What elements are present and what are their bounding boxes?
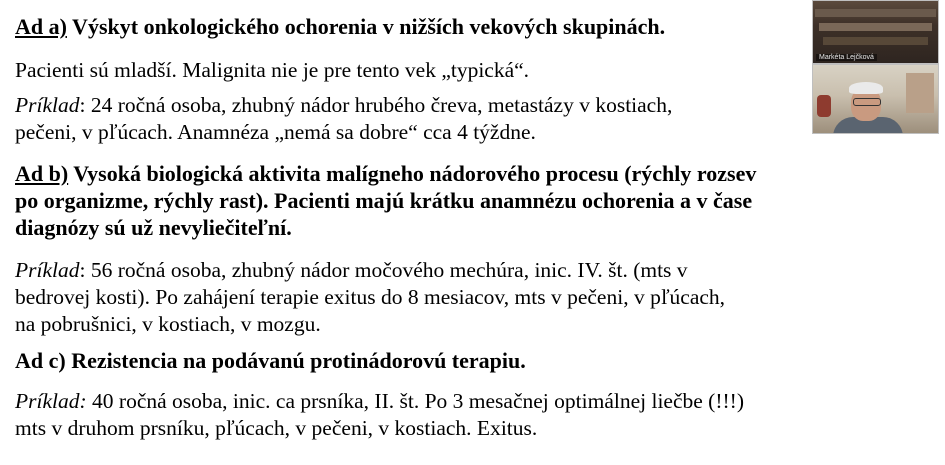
section-b-example-text1: : 56 ročná osoba, zhubný nádor močového mechúra, inic. IV. št. (mts v	[79, 258, 688, 282]
section-b-heading-text1: Vysoká biologická aktivita malígneho nádorového procesu (rýchly rozsev	[68, 161, 757, 186]
section-c-heading: Ad c) Rezistencia na podávanú protinádorovú terapiu.	[15, 348, 526, 373]
classroom-row-1	[815, 9, 936, 17]
section-b-heading-line1	[15, 161, 756, 187]
section-c-example-label: Príklad:	[15, 389, 87, 413]
section-a-example-line1	[15, 92, 672, 118]
section-a-label: Ad a)	[15, 14, 67, 39]
section-b-label: Ad b)	[15, 161, 69, 186]
speaker-glasses	[853, 98, 881, 106]
section-b-heading-line2: po organizme, rýchly rast). Pacienti majú krátku anamnézu ochorenia a v čase	[15, 188, 753, 213]
section-a-example-label: Príklad	[15, 93, 80, 117]
speaker-hair	[849, 82, 883, 94]
section-a-intro: Pacienti sú mladší. Malignita nie je pre tento vek „typická“.	[15, 58, 530, 82]
section-b-example-label: Príklad	[15, 258, 80, 282]
classroom-row-2	[819, 23, 932, 31]
section-b-example-line3: na pobrušnici, v kostiach, v mozgu.	[15, 312, 321, 336]
background-plant	[817, 95, 831, 117]
section-c-example-line2: mts v druhom prsníku, pľúcach, v pečeni, v kostiach. Exitus.	[15, 416, 538, 440]
section-c-example-text1: 40 ročná osoba, inic. ca prsníka, II. št. Po 3 mesačnej optimálnej liečbe (!!!)	[86, 389, 744, 413]
background-shelf	[906, 73, 934, 113]
section-a-example-line2: pečeni, v pľúcach. Anamnéza „nemá sa dobre“ cca 4 týždne.	[15, 120, 536, 144]
section-a-heading	[15, 14, 665, 40]
video-tile-name: Markéta Lejčková	[816, 54, 877, 61]
video-tile-speaker[interactable]	[812, 64, 939, 134]
classroom-row-3	[823, 37, 928, 45]
section-a-example-text1: : 24 ročná osoba, zhubný nádor hrubého čreva, metastázy v kostiach,	[79, 93, 673, 117]
section-b-example-line2: bedrovej kosti). Po zahájení terapie exitus do 8 mesiacov, mts v pečeni, v pľúcach,	[15, 285, 726, 309]
section-c-example-line1	[15, 388, 744, 414]
section-a-heading-text: Výskyt onkologického ochorenia v nižších vekových skupinách.	[66, 14, 666, 39]
section-b-heading-line3: diagnózy sú už nevyliečiteľní.	[15, 215, 292, 240]
section-b-example-line1	[15, 257, 688, 283]
video-tile-classroom[interactable]	[812, 0, 939, 64]
